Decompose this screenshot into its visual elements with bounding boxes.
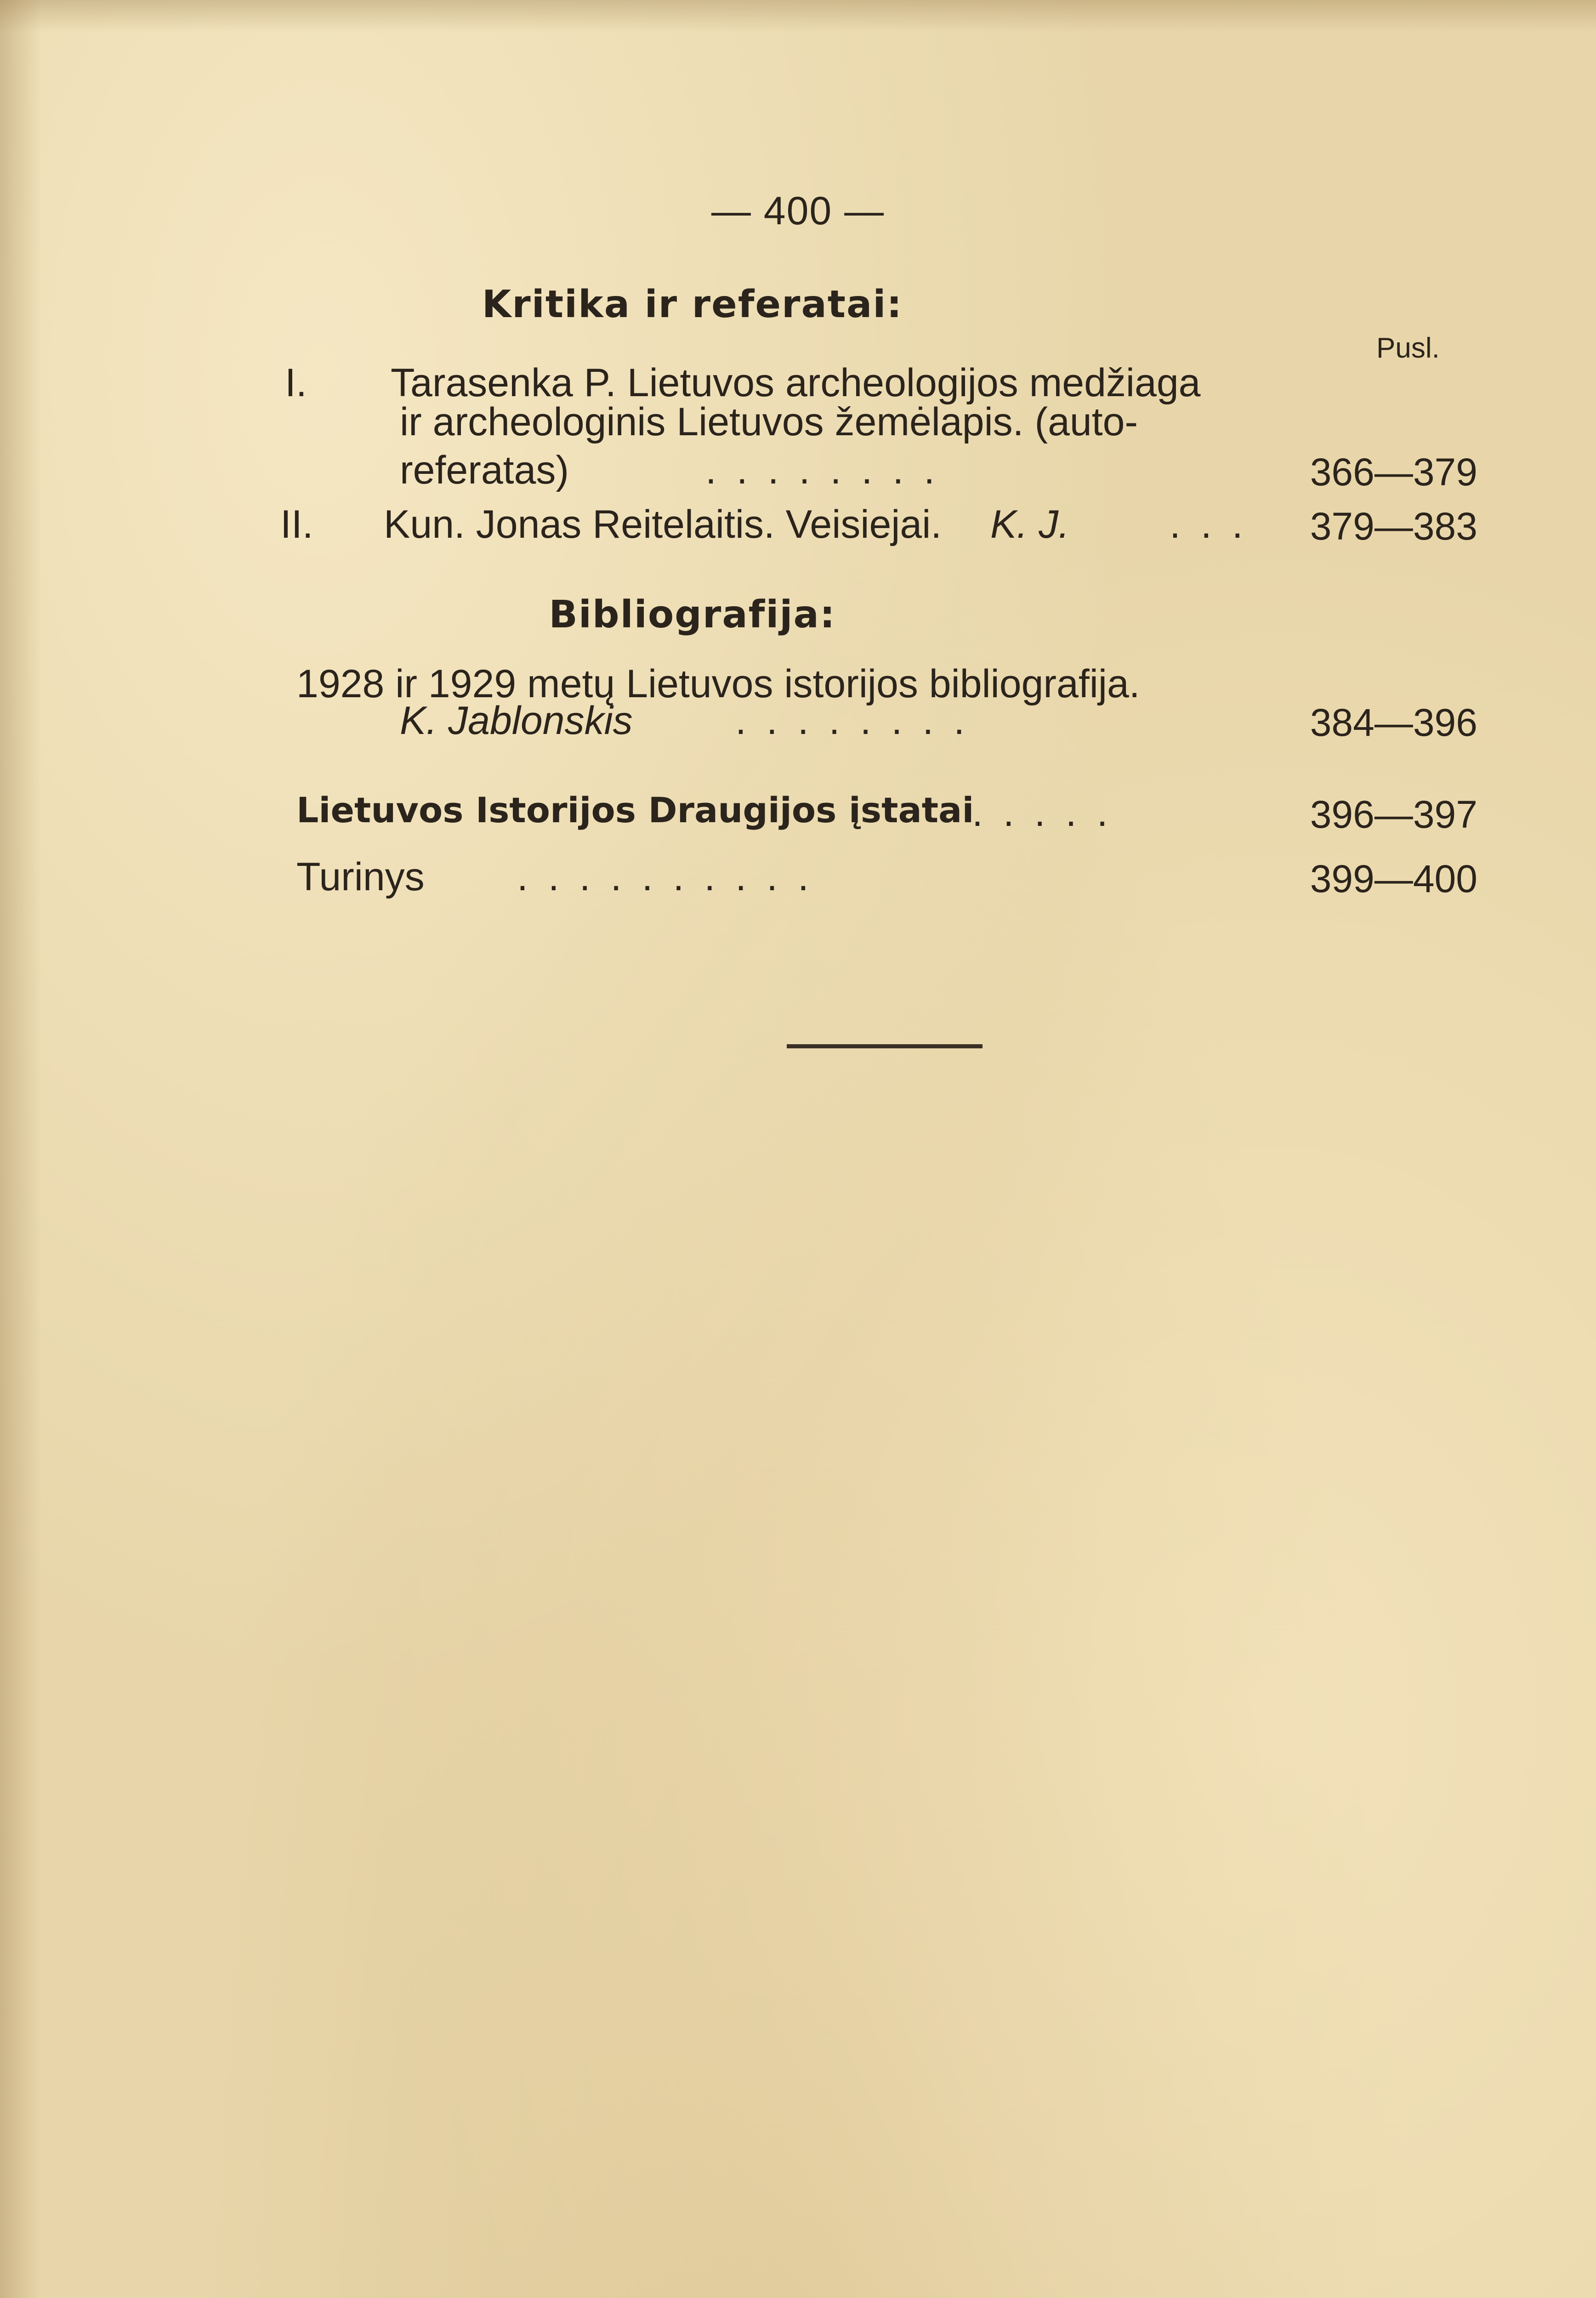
leader-dots: ..... bbox=[972, 791, 1128, 835]
leader-dots: ... bbox=[1170, 502, 1263, 546]
leader-dots: ........ bbox=[705, 448, 955, 492]
entry-title-line: Tarasenka P. Lietuvos archeologijos medžiaga bbox=[391, 361, 1201, 405]
page-top-shadow bbox=[0, 0, 1596, 32]
section-heading-kritika: Kritika ir referatai: bbox=[482, 283, 903, 326]
page-range: 379—383 bbox=[1310, 505, 1477, 548]
entry-number: I. bbox=[285, 361, 307, 405]
leader-dots: ........ bbox=[735, 699, 985, 743]
entry-title-line: referatas) bbox=[400, 448, 569, 492]
entry-author: K. Jablonskis bbox=[400, 699, 633, 743]
entry-title-line: 1928 ir 1929 metų Lietuvos istorijos bibliografija. bbox=[296, 662, 1140, 706]
section-heading-bibliografija: Bibliografija: bbox=[549, 593, 836, 637]
entry-title-line: ir archeologinis Lietuvos žemėlapis. (auto- bbox=[400, 400, 1138, 444]
entry-title: Kun. Jonas Reitelaitis. Veisiejai. bbox=[384, 502, 942, 546]
entry-title: Lietuvos Istorijos Draugijos įstatai bbox=[296, 790, 974, 830]
page-number: — 400 — bbox=[711, 189, 885, 233]
entry-number: II. bbox=[280, 502, 313, 546]
end-rule bbox=[787, 1044, 983, 1048]
column-label-pages: Pusl. bbox=[1376, 332, 1440, 364]
page-range: 366—379 bbox=[1310, 450, 1477, 494]
entry-author: K. J. bbox=[990, 502, 1070, 546]
page-range: 399—400 bbox=[1310, 857, 1477, 900]
page-range: 384—396 bbox=[1310, 701, 1477, 744]
page-range: 396—397 bbox=[1310, 793, 1477, 836]
page-edge-shadow bbox=[0, 0, 41, 2298]
leader-dots: .......... bbox=[517, 855, 829, 899]
entry-title: Turinys bbox=[296, 855, 425, 899]
